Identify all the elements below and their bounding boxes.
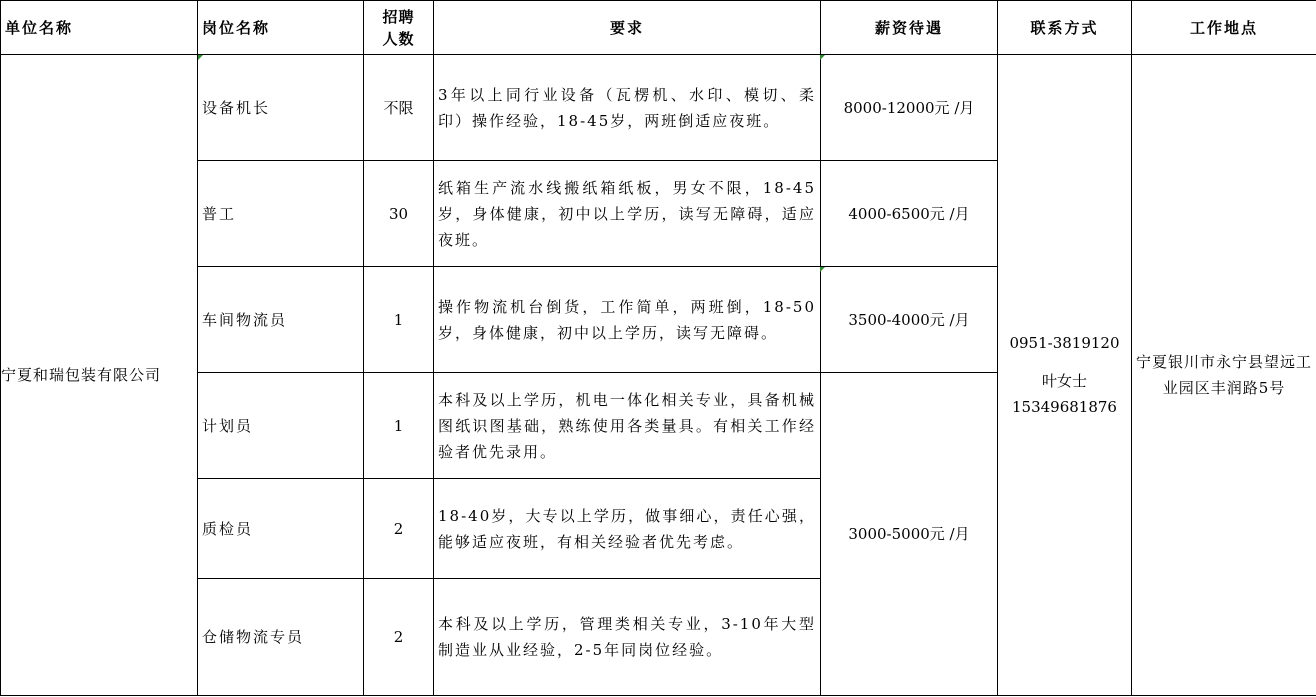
- position-name: 普工: [198, 161, 364, 267]
- position-name: 质检员: [198, 479, 364, 579]
- header-salary: 薪资待遇: [821, 1, 998, 55]
- header-location: 工作地点: [1132, 1, 1316, 55]
- header-contact: 联系方式: [998, 1, 1132, 55]
- header-count-line1: 招聘: [382, 7, 415, 26]
- hire-count: 不限: [364, 55, 434, 161]
- work-location: 宁夏银川市永宁县望远工业园区丰润路5号: [1132, 55, 1316, 696]
- hire-count: 2: [364, 479, 434, 579]
- header-company: 单位名称: [1, 1, 198, 55]
- cell-comment-marker: [820, 267, 825, 272]
- hire-count: 2: [364, 579, 434, 696]
- requirement-text: 本科及以上学历，机电一体化相关专业，具备机械图纸识图基础，熟练使用各类量具。有相关工作经验者优先录用。: [434, 373, 821, 479]
- salary-value: 8000-12000元 /月: [821, 55, 998, 161]
- contact-cell: [998, 55, 1132, 696]
- company-name: 宁夏和瑞包装有限公司: [1, 55, 198, 696]
- requirement-text: 3年以上同行业设备（瓦楞机、水印、模切、柔印）操作经验，18-45岁，两班倒适应夜班。: [434, 55, 821, 161]
- position-name: 仓储物流专员: [198, 579, 364, 696]
- position-name: 车间物流员: [198, 267, 364, 373]
- requirement-text: 18-40岁，大专以上学历，做事细心，责任心强，能够适应夜班，有相关经验者优先考虑。: [434, 479, 821, 579]
- table-row: [1, 55, 1316, 161]
- salary-value: 3500-4000元 /月: [821, 267, 998, 373]
- header-count-line2: 人数: [382, 29, 415, 48]
- requirement-text: 操作物流机台倒货，工作简单，两班倒，18-50岁，身体健康，初中以上学历，读写无障碍。: [434, 267, 821, 373]
- contact-phone: 0951-3819120: [1009, 334, 1120, 352]
- hire-count: 1: [364, 373, 434, 479]
- header-requirement: 要求: [434, 1, 821, 55]
- header-count: [364, 1, 434, 55]
- contact-name: 叶女士: [1041, 372, 1087, 390]
- cell-comment-marker: [198, 55, 203, 60]
- requirement-text: 纸箱生产流水线搬纸箱纸板，男女不限，18-45岁，身体健康，初中以上学历，读写无障碍，适应夜班。: [434, 161, 821, 267]
- header-row: [1, 1, 1316, 55]
- cell-comment-marker: [820, 55, 825, 60]
- header-position: 岗位名称: [198, 1, 364, 55]
- contact-mobile: 15349681876: [1012, 398, 1117, 416]
- requirement-text: 本科及以上学历，管理类相关专业，3-10年大型制造业从业经验，2-5年同岗位经验。: [434, 579, 821, 696]
- hire-count: 30: [364, 161, 434, 267]
- hire-count: 1: [364, 267, 434, 373]
- position-name: 计划员: [198, 373, 364, 479]
- salary-value: 4000-6500元 /月: [821, 161, 998, 267]
- position-name: 设备机长: [198, 55, 364, 161]
- salary-value: 3000-5000元 /月: [821, 373, 998, 696]
